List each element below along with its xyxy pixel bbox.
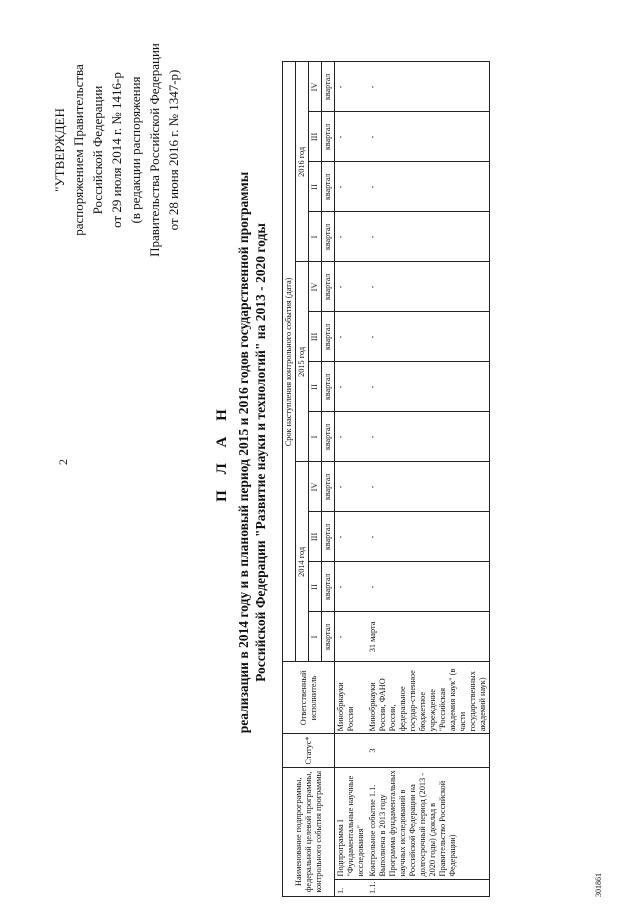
row-cell: - [367, 112, 490, 162]
approval-line: распоряжением Правительства [71, 64, 86, 236]
row-cell: - [367, 562, 490, 612]
quarter-numeral: IV [309, 262, 322, 312]
row-executor: Минобрнауки России [335, 662, 368, 734]
quarter-numeral: IV [309, 462, 322, 512]
row-status: 3 [367, 734, 490, 767]
approval-line: от 29 июля 2014 г. № 1416-р [109, 72, 124, 228]
row-cell: - [335, 412, 368, 462]
quarter-label: квартал [322, 612, 335, 662]
row-number: 1.1. [367, 879, 490, 896]
row-cell: - [367, 62, 490, 112]
quarter-numeral: III [309, 512, 322, 562]
row-cell: - [335, 212, 368, 262]
row-name: Подпрограмма I "Фундаментальные научные исследования" [335, 767, 368, 879]
table-row [367, 62, 490, 897]
header-deadline: Срок наступления контрольного события (дата) [283, 62, 296, 662]
quarter-label: квартал [322, 462, 335, 512]
quarter-label: квартал [322, 562, 335, 612]
header-status: Статус* [283, 734, 335, 767]
row-cell: - [335, 312, 368, 362]
row-cell: - [367, 412, 490, 462]
quarter-label: квартал [322, 212, 335, 262]
approval-line: Правительства Российской Федерации [147, 43, 162, 257]
row-cell: - [367, 312, 490, 362]
row-cell: - [335, 562, 368, 612]
quarter-numeral: I [309, 212, 322, 262]
row-cell: - [335, 112, 368, 162]
approval-line: от 28 июня 2016 г. № 1347-р) [166, 69, 181, 231]
header-year-2014: 2014 год [296, 462, 309, 662]
row-cell: - [367, 212, 490, 262]
quarter-label: квартал [322, 262, 335, 312]
table-row [335, 62, 368, 897]
row-number: 1. [335, 879, 368, 896]
row-cell: - [367, 512, 490, 562]
row-cell: - [335, 462, 368, 512]
quarter-numeral: II [309, 562, 322, 612]
row-executor: Минобрнауки России, ФАНО России, федеральное государ-ственное бюджетное учреждение "Российская академия наук" (в части государственных академий наук) [367, 662, 490, 734]
plan-title-line-1: реализации в 2014 году и в плановый период 2015 и 2016 годов государственной программы [236, 171, 251, 734]
row-cell: - [367, 362, 490, 412]
quarter-numeral: II [309, 362, 322, 412]
quarter-label: квартал [322, 312, 335, 362]
quarter-label: квартал [322, 362, 335, 412]
quarter-numeral: III [309, 312, 322, 362]
row-cell: - [335, 162, 368, 212]
row-cell: - [335, 262, 368, 312]
document-code: 301861 [594, 873, 603, 897]
page-number: 2 [56, 459, 70, 465]
quarter-label: квартал [322, 412, 335, 462]
approval-line: Российской Федерации [90, 85, 105, 215]
approval-line: (в редакции распоряжения [128, 76, 143, 224]
plan-title [214, 0, 269, 905]
header-year-2015: 2015 год [296, 262, 309, 462]
plan-heading: П Л А Н [214, 403, 230, 502]
quarter-numeral: III [309, 112, 322, 162]
row-name: Контрольное событие 1.1. Выполнена в 2013 году Программа фундаментальных научных исследований в Российской Федерации на долгосрочный период (2013 - 2020 годы) (доклад в Правительство Российской Федерации) [367, 767, 490, 879]
row-cell: - [335, 62, 368, 112]
row-cell: - [335, 512, 368, 562]
quarter-numeral: IV [309, 62, 322, 112]
row-cell: - [367, 262, 490, 312]
quarter-numeral: I [309, 412, 322, 462]
row-cell: - [367, 162, 490, 212]
header-year-2016: 2016 год [296, 62, 309, 262]
quarter-numeral: II [309, 162, 322, 212]
quarter-numeral: I [309, 612, 322, 662]
quarter-label: квартал [322, 162, 335, 212]
quarter-label: квартал [322, 512, 335, 562]
quarter-label: квартал [322, 112, 335, 162]
row-cell: - [335, 362, 368, 412]
row-status [335, 734, 368, 767]
row-cell: - [367, 462, 490, 512]
row-cell: 31 марта [367, 612, 490, 662]
approval-line: "УТВЕРЖДЕН [52, 108, 67, 192]
quarter-label: квартал [322, 62, 335, 112]
row-cell: - [335, 612, 368, 662]
header-executor: Ответственный исполнитель [283, 662, 335, 734]
header-name: Наименование подпрограммы, федеральной целевой программы, контрольного события программы [283, 767, 335, 896]
approval-stamp [50, 5, 183, 295]
plan-table [282, 61, 490, 897]
plan-title-line-2: Российской Федерации "Развитие науки и технологий" на 2013 - 2020 годы [253, 223, 268, 682]
